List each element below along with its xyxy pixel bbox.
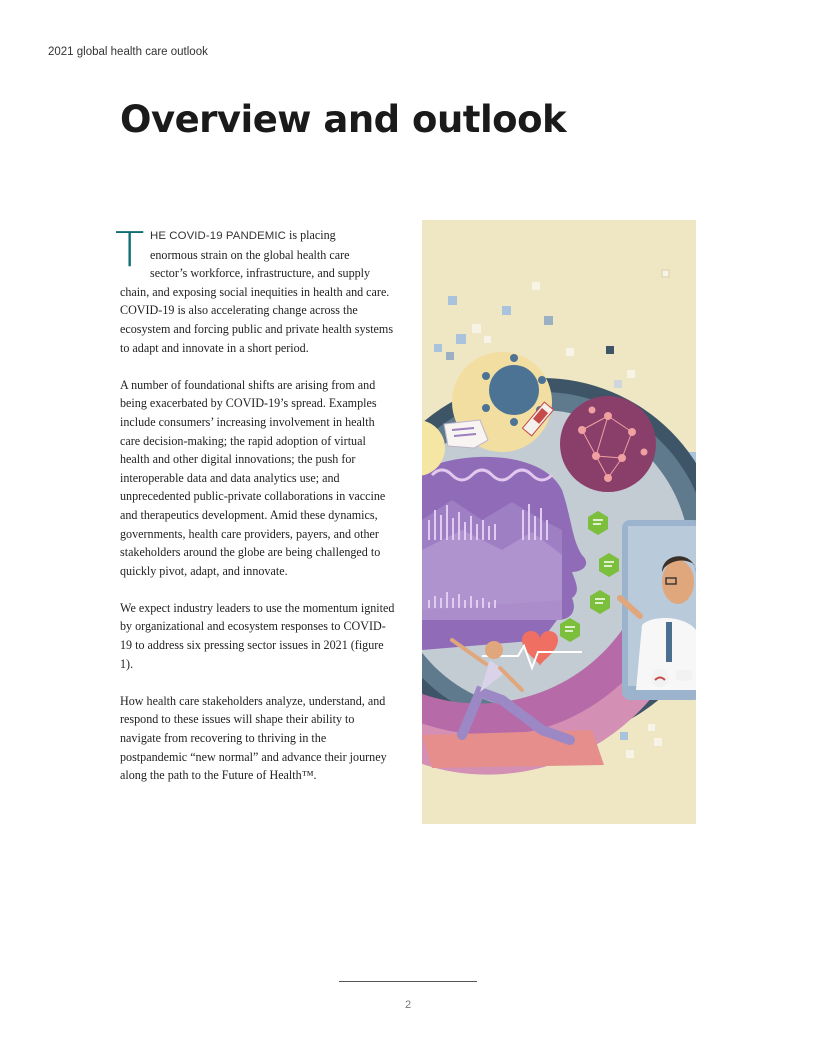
paragraph-1-indented (120, 226, 395, 283)
lead-in-text: HE COVID-19 PANDEMIC (150, 230, 286, 242)
paragraph-3: We expect industry leaders to use the momentum ignited by organizational and ecosystem responses to COVID-19 to address six pressing sector issues in 2021 (figure 1). (120, 600, 395, 671)
drop-cap: T (115, 222, 145, 278)
paragraph-4: How health care stakeholders analyze, understand, and respond to these issues will shape their ability to navigate from recovering to thriving in the postpandemic “new normal” and advance their journey along the path to the Future of Health™. (120, 693, 387, 783)
yoga-mat (422, 730, 604, 768)
paragraph-2: A number of foundational shifts are arising from and being exacerbated by COVID-19’s spread. Examples include consumers’ increasing involvement in health care decision-making; the rapid adoption of virtual health and other digital innovations; the push for interoperable data and data analytics use; and unprecedented public-private collaborations in vaccine and therapeutics development. Amid these dynamics, governments, health care providers, payers, and other stakeholders around the globe are being challenged to quickly pivot, adapt, and innovate. (120, 377, 386, 578)
body-column (115, 222, 395, 803)
page-number: 2 (404, 999, 412, 1011)
illustration-svg (422, 220, 696, 824)
paragraph-1-line-1: is placing (285, 228, 336, 242)
face-mask-icon (444, 420, 488, 448)
chat-bubble-icon (676, 670, 692, 681)
virus (489, 365, 539, 415)
paragraph-1-line-3: sector’s workforce, infrastructure, and supply (150, 266, 371, 281)
page-title: Overview and outlook (120, 98, 567, 141)
footer-rule (339, 981, 477, 982)
health-care-illustration (422, 220, 696, 824)
paragraph-1-line-2: enormous strain on the global health care (150, 247, 350, 262)
running-header: 2021 global health care outlook (48, 46, 208, 58)
paragraph-1-rest: chain, and exposing social inequities in health and care. COVID-19 is also accelerating change across the ecosystem and forcing public and private health systems to adapt and innovate in a short period. (120, 284, 394, 355)
paragraph-1 (115, 222, 395, 357)
